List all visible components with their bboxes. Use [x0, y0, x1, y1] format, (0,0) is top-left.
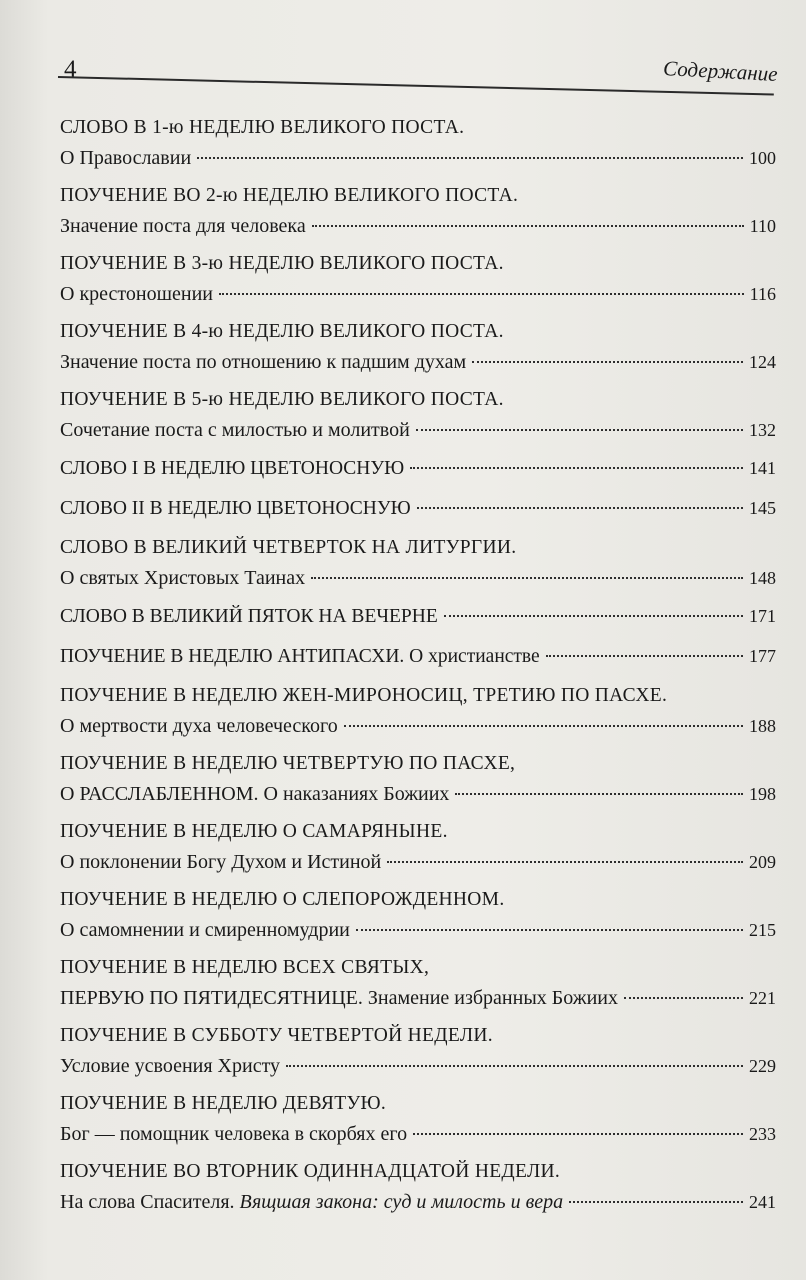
toc-entry-subtitle: О поклонении Богу Духом и Истиной [60, 851, 382, 873]
toc-entry [60, 952, 776, 1013]
toc-entry [60, 248, 776, 309]
toc-entry-line [60, 711, 776, 741]
toc-entry-line [60, 452, 776, 485]
dot-leader [444, 615, 743, 617]
toc-entry-line [60, 600, 776, 633]
toc-entry-subtitle: ПЕРВУЮ ПО ПЯТИДЕСЯТНИЦЕ. Знамение избранных Божиих [60, 987, 618, 1009]
dot-leader [387, 861, 743, 863]
dot-leader [455, 793, 743, 795]
toc-entry-subtitle: СЛОВО В ВЕЛИКИЙ ПЯТОК НА ВЕЧЕРНЕ [60, 606, 438, 627]
toc-entry-subtitle: Сочетание поста с милостью и молитвой [60, 419, 410, 441]
dot-leader [286, 1065, 743, 1067]
dot-leader [312, 225, 744, 227]
toc-entry-title: ПОУЧЕНИЕ В НЕДЕЛЮ ЖЕН-МИРОНОСИЦ, ТРЕТИЮ ПО ПАСХЕ. [60, 685, 668, 706]
dot-leader [197, 157, 743, 159]
toc-entry-subtitle: О Православии [60, 147, 192, 169]
entry-spacer [60, 241, 776, 248]
toc-entry-title: ПОУЧЕНИЕ В 4-ю НЕДЕЛЮ ВЕЛИКОГО ПОСТА. [60, 321, 504, 342]
toc-entry-subtitle: О мертвости духа человеческого [60, 715, 338, 737]
toc-entry-line [60, 983, 776, 1013]
toc-entry [60, 816, 776, 877]
toc-page-number: 110 [749, 216, 776, 236]
toc-entry-title: ПОУЧЕНИЕ В 5-ю НЕДЕЛЮ ВЕЛИКОГО ПОСТА. [60, 389, 504, 410]
toc-entry-text [60, 563, 305, 593]
toc-entry-title: ПОУЧЕНИЕ В 3-ю НЕДЕЛЮ ВЕЛИКОГО ПОСТА. [60, 253, 504, 274]
toc-entry [60, 640, 776, 673]
toc-page-number: 215 [749, 920, 776, 940]
toc-entry-line [60, 779, 776, 809]
entry-spacer [60, 877, 776, 884]
toc-entry-line [60, 279, 776, 309]
toc-entry-subtitle: На слова Спасителя. [60, 1191, 235, 1213]
toc-entry-subtitle: СЛОВО I В НЕДЕЛЮ ЦВЕТОНОСНУЮ [60, 458, 405, 479]
dot-leader [624, 997, 743, 999]
toc-entry-subtitle: О РАССЛАБЛЕННОМ. О наказаниях Божиих [60, 783, 450, 805]
toc-entry [60, 316, 776, 377]
toc-page-number: 171 [749, 606, 776, 626]
dot-leader [413, 1133, 743, 1135]
entry-spacer [60, 173, 776, 180]
toc-entry-text [60, 452, 404, 485]
toc-entry-line [60, 1051, 776, 1081]
toc-entry-line [60, 915, 776, 945]
dot-leader [311, 577, 743, 579]
entry-spacer [60, 809, 776, 816]
toc-entry-subtitle: О святых Христовых Таинах [60, 567, 306, 589]
toc-entry [60, 452, 776, 485]
entry-spacer [60, 1149, 776, 1156]
dot-leader [344, 725, 743, 727]
toc-entry-title: ПОУЧЕНИЕ В НЕДЕЛЮ ДЕВЯТУЮ. [60, 1093, 387, 1114]
toc-entry-text [60, 847, 381, 877]
toc-entry-title: СЛОВО В 1-ю НЕДЕЛЮ ВЕЛИКОГО ПОСТА. [60, 117, 465, 138]
toc-entry-title: СЛОВО В ВЕЛИКИЙ ЧЕТВЕРТОК НА ЛИТУРГИИ. [60, 537, 517, 558]
toc-entry-subtitle: Значение поста по отношению к падшим духам [60, 351, 467, 373]
toc-page-number: 198 [749, 784, 776, 804]
toc-entry-line [60, 347, 776, 377]
entry-spacer [60, 945, 776, 952]
entry-spacer [60, 741, 776, 748]
dot-leader [219, 293, 744, 295]
table-of-contents [60, 112, 776, 1217]
dot-leader [569, 1201, 743, 1203]
entry-spacer [60, 1013, 776, 1020]
toc-entry [60, 680, 776, 741]
toc-entry-title: ПОУЧЕНИЕ ВО 2-ю НЕДЕЛЮ ВЕЛИКОГО ПОСТА. [60, 185, 519, 206]
entry-spacer [60, 445, 776, 452]
entry-spacer [60, 485, 776, 492]
toc-entry-title: ПОУЧЕНИЕ ВО ВТОРНИК ОДИННАДЦАТОЙ НЕДЕЛИ. [60, 1161, 561, 1182]
toc-page-number: 241 [749, 1192, 776, 1212]
toc-entry-text [60, 600, 438, 633]
toc-entry-title: ПОУЧЕНИЕ В НЕДЕЛЮ ВСЕХ СВЯТЫХ, [60, 957, 430, 978]
entry-spacer [60, 309, 776, 316]
toc-page-number: 221 [749, 988, 776, 1008]
toc-entry-line [60, 563, 776, 593]
toc-entry-line [60, 1119, 776, 1149]
page-header [58, 50, 778, 98]
running-head: Содержание [663, 56, 779, 86]
toc-page-number: 141 [749, 458, 776, 478]
toc-page-number: 233 [749, 1124, 776, 1144]
dot-leader [417, 507, 743, 509]
toc-entry-title: ПОУЧЕНИЕ В СУББОТУ ЧЕТВЕРТОЙ НЕДЕЛИ. [60, 1025, 493, 1046]
toc-entry-line [60, 211, 776, 241]
toc-page-number: 116 [749, 284, 776, 304]
toc-entry-subtitle: О самомнении и смиренномудрии [60, 919, 350, 941]
dot-leader [472, 361, 743, 363]
toc-entry-text [60, 143, 191, 173]
toc-entry [60, 1088, 776, 1149]
entry-spacer [60, 673, 776, 680]
toc-entry-text [60, 1119, 407, 1149]
toc-entry [60, 884, 776, 945]
toc-entry-subtitle: Значение поста для человека [60, 215, 306, 237]
toc-entry-line [60, 1187, 776, 1217]
dot-leader [416, 429, 743, 431]
entry-spacer [60, 633, 776, 640]
toc-page-number: 229 [749, 1056, 776, 1076]
toc-entry-text [60, 415, 410, 445]
toc-entry-line [60, 415, 776, 445]
toc-page-number: 132 [749, 420, 776, 440]
entry-spacer [60, 525, 776, 532]
toc-page-number: 188 [749, 716, 776, 736]
toc-entry-text [60, 640, 540, 673]
toc-entry-subtitle: Бог — помощник человека в скорбях его [60, 1123, 408, 1145]
dot-leader [410, 467, 743, 469]
toc-entry-text [60, 1051, 280, 1081]
toc-page-number: 100 [749, 148, 776, 168]
page-number: 4 [64, 56, 77, 83]
toc-entry-text [60, 779, 449, 809]
dot-leader [356, 929, 743, 931]
entry-spacer [60, 593, 776, 600]
toc-entry-line [60, 492, 776, 525]
toc-page-number: 209 [749, 852, 776, 872]
toc-entry-italic-quote: Вящшая закона: суд и милость и вера [239, 1191, 564, 1213]
toc-entry [60, 748, 776, 809]
toc-entry-line [60, 640, 776, 673]
toc-entry [60, 1020, 776, 1081]
toc-entry-subtitle: СЛОВО II В НЕДЕЛЮ ЦВЕТОНОСНУЮ [60, 498, 411, 519]
toc-entry [60, 532, 776, 593]
toc-page-number: 124 [749, 352, 776, 372]
toc-entry-title: ПОУЧЕНИЕ В НЕДЕЛЮ О СЛЕПОРОЖДЕННОМ. [60, 889, 505, 910]
toc-entry [60, 1156, 776, 1217]
toc-entry [60, 600, 776, 633]
toc-entry [60, 180, 776, 241]
toc-entry-text [60, 347, 466, 377]
toc-entry [60, 112, 776, 173]
toc-page-number: 148 [749, 568, 776, 588]
toc-entry-title: ПОУЧЕНИЕ В НЕДЕЛЮ О САМАРЯНЫНЕ. [60, 821, 448, 842]
toc-page-number: 145 [749, 498, 776, 518]
toc-entry-title: ПОУЧЕНИЕ В НЕДЕЛЮ ЧЕТВЕРТУЮ ПО ПАСХЕ, [60, 753, 516, 774]
toc-entry-text [60, 211, 306, 241]
toc-entry-text [60, 915, 350, 945]
dot-leader [546, 655, 743, 657]
toc-entry-subtitle: ПОУЧЕНИЕ В НЕДЕЛЮ АНТИПАСХИ. О христианстве [60, 646, 540, 667]
toc-entry-subtitle: О крестоношении [60, 283, 213, 305]
toc-entry [60, 492, 776, 525]
toc-entry-text [60, 711, 338, 741]
toc-entry-text [60, 983, 618, 1013]
toc-page-number: 177 [749, 646, 776, 666]
toc-entry-text [60, 492, 411, 525]
toc-entry [60, 384, 776, 445]
entry-spacer [60, 377, 776, 384]
entry-spacer [60, 1081, 776, 1088]
toc-entry-subtitle: Условие усвоения Христу [60, 1055, 281, 1077]
toc-entry-line [60, 143, 776, 173]
toc-entry-text [60, 279, 213, 309]
toc-entry-line [60, 847, 776, 877]
toc-entry-text [60, 1187, 563, 1217]
